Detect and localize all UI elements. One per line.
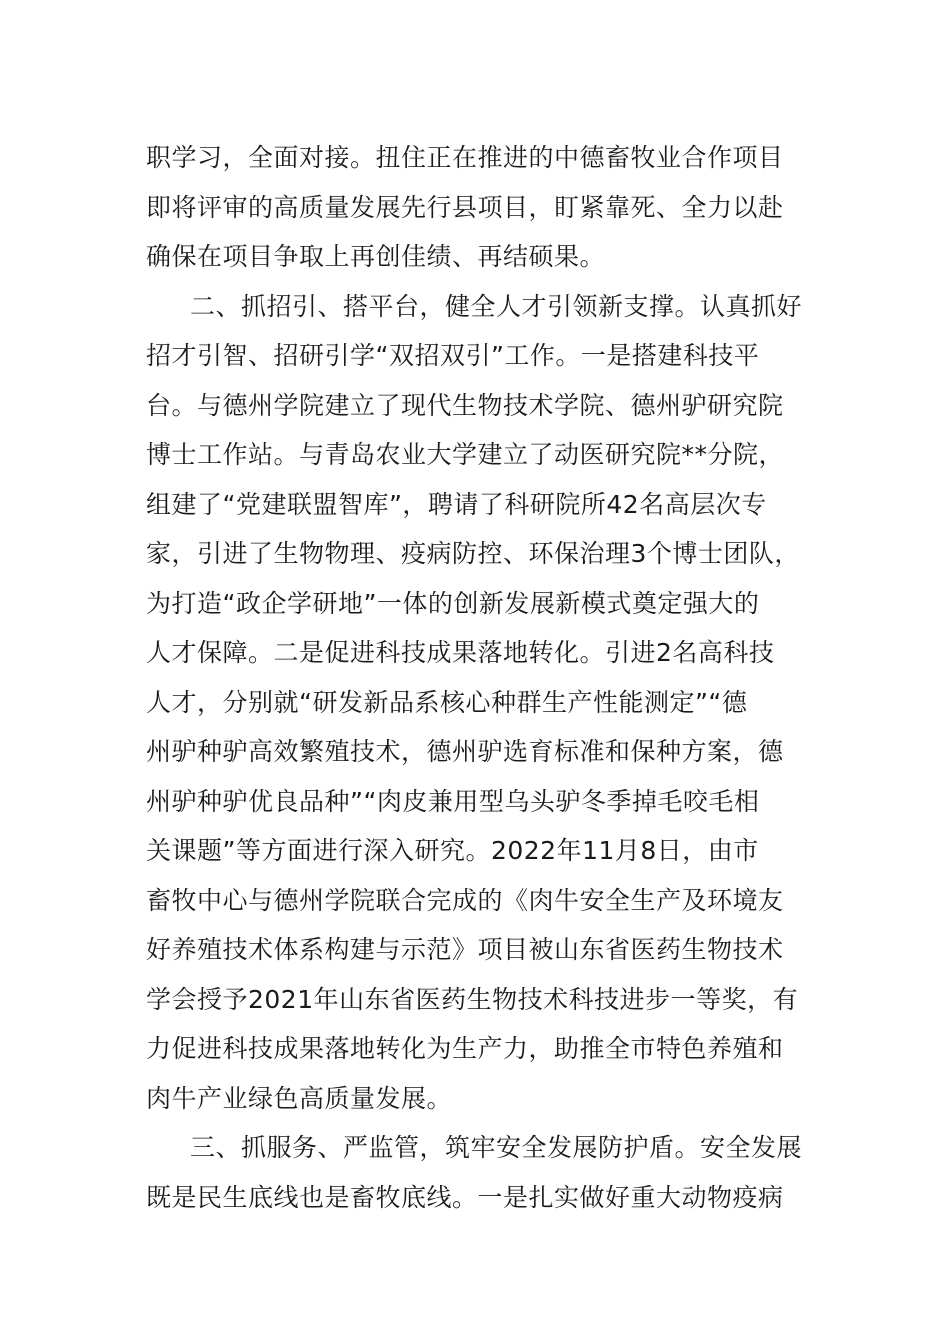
text-line: 力促进科技成果落地转化为生产力，助推全市特色养殖和 xyxy=(146,1034,784,1063)
text-line: 人才，分别就“研发新品系核心种群生产性能测定”“德 xyxy=(146,687,748,717)
text-line: 人才保障。二是促进科技成果落地转化。引进2名高科技 xyxy=(146,638,775,667)
text-line: 确保在项目争取上再创佳绩、再结硕果。 xyxy=(146,242,606,271)
text-line: 既是民生底线也是畜牧底线。一是扎实做好重大动物疫病 xyxy=(146,1182,784,1212)
text-line: 台。与德州学院建立了现代生物技术学院、德州驴研究院 xyxy=(146,390,784,420)
text-line: 肉牛产业绿色高质量发展。 xyxy=(146,1083,453,1113)
text-line: 畜牧中心与德州学院联合完成的《肉牛安全生产及环境友 xyxy=(146,885,784,915)
text-line: 州驴种驴高效繁殖技术，德州驴选育标准和保种方案，德 xyxy=(146,737,784,766)
paragraph-start-line: 二、抓招引、搭平台，健全人才引领新支撑。认真抓好 xyxy=(190,291,803,321)
text-line: 学会授予2021年山东省医药生物技术科技进步一等奖，有 xyxy=(146,984,799,1014)
paragraph-start-line: 三、抓服务、严监管，筑牢安全发展防护盾。安全发展 xyxy=(190,1133,803,1162)
document-body xyxy=(146,133,826,1222)
text-line: 组建了“党建联盟智库”，聘请了科研院所42名高层次专 xyxy=(146,489,767,519)
text-line: 家，引进了生物物理、疫病防控、环保治理3个博士团队， xyxy=(146,539,800,568)
text-line: 招才引智、招研引学“双招双引”工作。一是搭建科技平 xyxy=(146,341,760,370)
text-line: 州驴种驴优良品种”“肉皮兼用型乌头驴冬季掉毛咬毛相 xyxy=(146,786,760,816)
text-line: 即将评审的高质量发展先行县项目，盯紧靠死、全力以赴 xyxy=(146,192,784,222)
text-line: 博士工作站。与青岛农业大学建立了动医研究院**分院， xyxy=(146,440,785,469)
text-line: 好养殖技术体系构建与示范》项目被山东省医药生物技术 xyxy=(146,935,784,964)
text-line: 关课题”等方面进行深入研究。2022年11月8日，由市 xyxy=(146,836,759,865)
text-line: 职学习，全面对接。扭住正在推进的中德畜牧业合作项目 xyxy=(146,143,784,172)
text-line: 为打造“政企学研地”一体的创新发展新模式奠定强大的 xyxy=(146,588,760,618)
